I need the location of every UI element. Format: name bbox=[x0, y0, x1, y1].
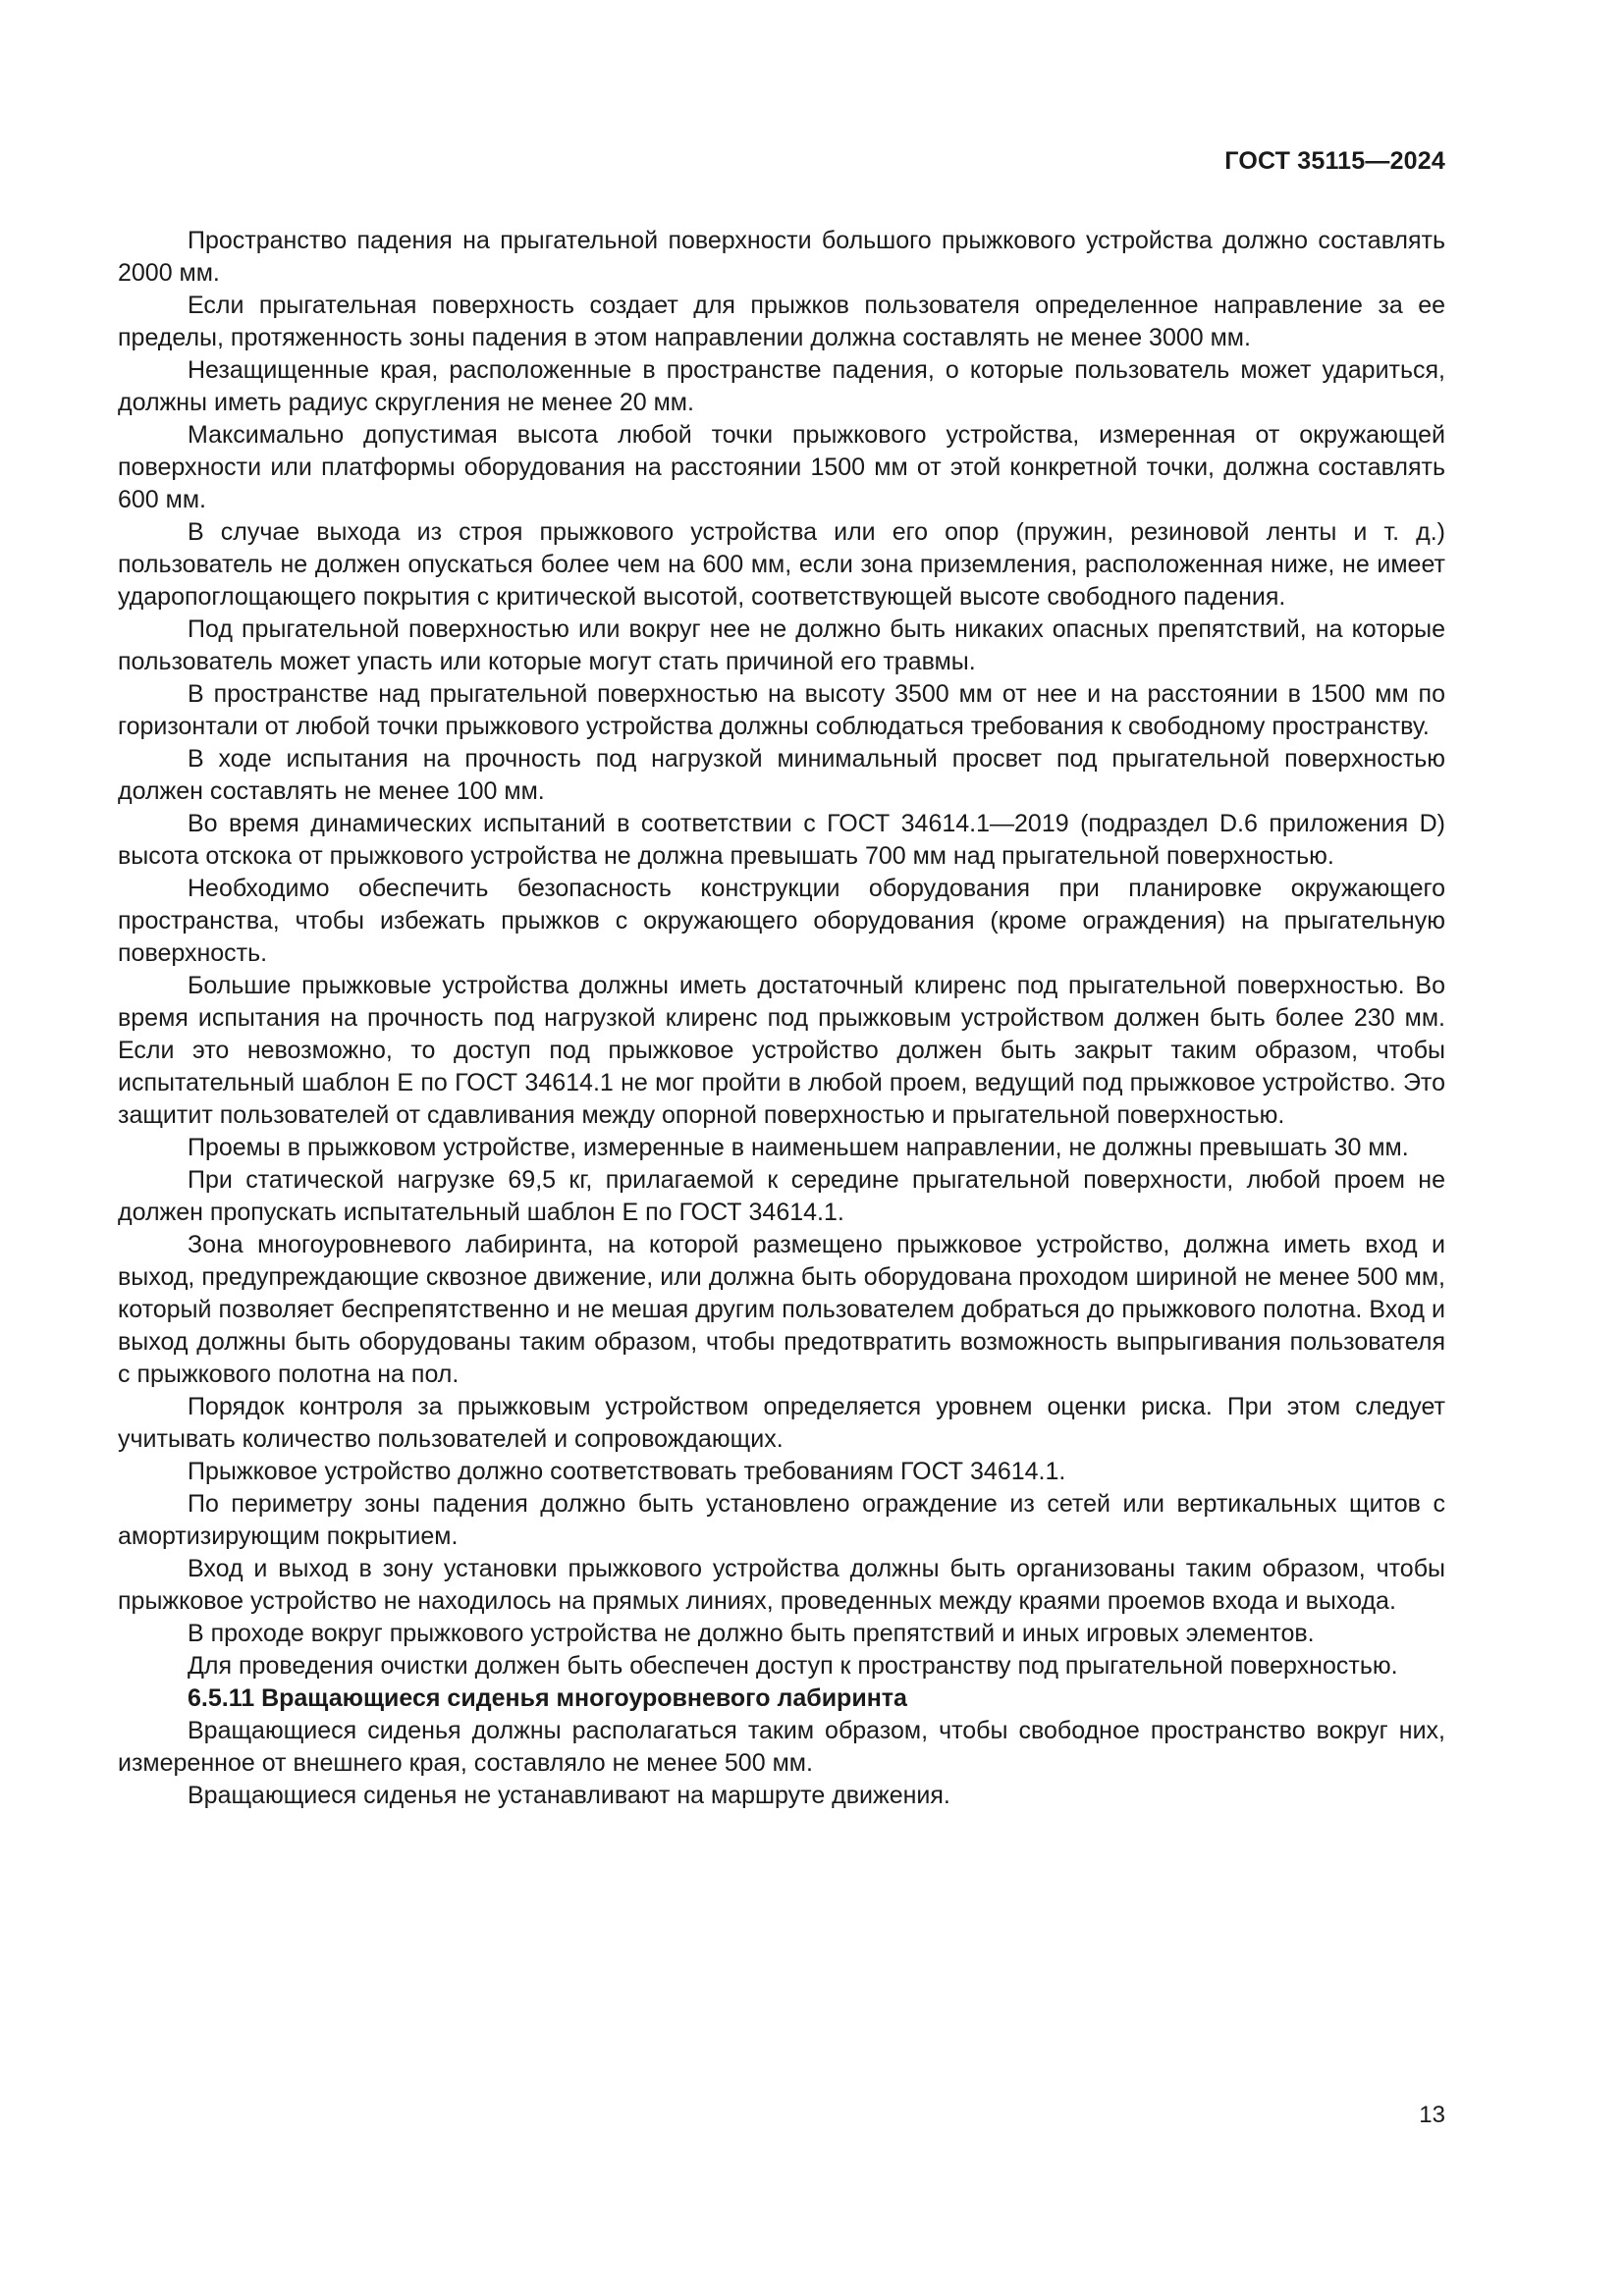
paragraph: Прыжковое устройство должно соответствовать требованиям ГОСТ 34614.1. bbox=[188, 1458, 1066, 1485]
paragraph: Необходимо обеспечить безопасность конструкции оборудования при планировке окружающего пространства, чтобы избежать прыжков с окружающего оборудования (кроме ограждения) на прыгательную поверхность. bbox=[118, 875, 1445, 967]
paragraph: При статической нагрузке 69,5 кг, прилагаемой к середине прыгательной поверхности, любой проем не должен пропускать испытательный шаблон Е по ГОСТ 34614.1. bbox=[118, 1166, 1445, 1226]
paragraph: Вход и выход в зону установки прыжкового устройства должны быть организованы таким образом, чтобы прыжковое устройство не находилось на прямых линиях, проведенных между краями проемов входа и выхода. bbox=[118, 1555, 1445, 1615]
paragraph: По периметру зоны падения должно быть установлено ограждение из сетей или вертикальных щитов с амортизирующим покрытием. bbox=[118, 1490, 1445, 1550]
paragraph: Для проведения очистки должен быть обеспечен доступ к пространству под прыгательной поверхностью. bbox=[188, 1652, 1398, 1680]
paragraph: В ходе испытания на прочность под нагрузкой минимальный просвет под прыгательной поверхностью должен составлять не менее 100 мм. bbox=[118, 745, 1445, 805]
paragraph: Вращающиеся сиденья должны располагаться таким образом, чтобы свободное пространство вокруг них, измеренное от внешнего края, составляло не менее 500 мм. bbox=[118, 1717, 1445, 1777]
section-heading: 6.5.11 Вращающиеся сиденья многоуровневого лабиринта bbox=[188, 1684, 907, 1712]
paragraph: В случае выхода из строя прыжкового устройства или его опор (пружин, резиновой ленты и т. д.) пользователь не должен опускаться более чем на 600 мм, если зона приземления, расположенная ниже, не имеет ударопоглощающего покрытия с критической высотой, соответствующей высоте свободного падения. bbox=[118, 518, 1445, 611]
paragraph: Незащищенные края, расположенные в пространстве падения, о которые пользователь может удариться, должны иметь радиус скругления не менее 20 мм. bbox=[118, 356, 1445, 416]
paragraph: В пространстве над прыгательной поверхностью на высоту 3500 мм от нее и на расстоянии в 1500 мм по горизонтали от любой точки прыжкового устройства должны соблюдаться требования к свободному пространству. bbox=[118, 680, 1445, 740]
paragraph: Если прыгательная поверхность создает для прыжков пользователя определенное направление за ее пределы, протяженность зоны падения в этом направлении должна составлять не менее 3000 мм. bbox=[118, 292, 1445, 351]
paragraph: Максимально допустимая высота любой точки прыжкового устройства, измеренная от окружающей поверхности или платформы оборудования на расстоянии 1500 мм от этой конкретной точки, должна составлять 600 мм. bbox=[118, 421, 1445, 513]
page-number: 13 bbox=[1419, 2102, 1445, 2128]
paragraph: В проходе вокруг прыжкового устройства не должно быть препятствий и иных игровых элементов. bbox=[188, 1620, 1315, 1647]
paragraph: Вращающиеся сиденья не устанавливают на маршруте движения. bbox=[188, 1782, 950, 1809]
document-body bbox=[118, 225, 1445, 1812]
paragraph: Проемы в прыжковом устройстве, измеренные в наименьшем направлении, не должны превышать 30 мм. bbox=[188, 1134, 1409, 1161]
paragraph: Большие прыжковые устройства должны иметь достаточный клиренс под прыгательной поверхностью. Во время испытания на прочность под нагрузкой клиренс под прыжковым устройством должен быть более 230 мм. Если это невозможно, то доступ под прыжковое устройство должен быть закрыт таким образом, чтобы испытательный шаблон Е по ГОСТ 34614.1 не мог пройти в любой проем, ведущий под прыжковое устройство. Это защитит пользователей от сдавливания между опорной поверхностью и прыгательной поверхностью. bbox=[118, 972, 1445, 1129]
paragraph: Порядок контроля за прыжковым устройством определяется уровнем оценки риска. При этом следует учитывать количество пользователей и сопровождающих. bbox=[118, 1393, 1445, 1453]
paragraph: Под прыгательной поверхностью или вокруг нее не должно быть никаких опасных препятствий, на которые пользователь может упасть или которые могут стать причиной его травмы. bbox=[118, 615, 1445, 675]
document-header: ГОСТ 35115—2024 bbox=[1224, 147, 1445, 175]
paragraph: Пространство падения на прыгательной поверхности большого прыжкового устройства должно составлять 2000 мм. bbox=[118, 227, 1445, 287]
paragraph: Зона многоуровневого лабиринта, на которой размещено прыжковое устройство, должна иметь вход и выход, предупреждающие сквозное движение, или должна быть оборудована проходом шириной не менее 500 мм, который позволяет беспрепятственно и не мешая другим пользователем добраться до прыжкового полотна. Вход и выход должны быть оборудованы таким образом, чтобы предотвратить возможность выпрыгивания пользователя с прыжкового полотна на пол. bbox=[118, 1231, 1445, 1388]
paragraph: Во время динамических испытаний в соответствии с ГОСТ 34614.1—2019 (подраздел D.6 приложения D) высота отскока от прыжкового устройства не должна превышать 700 мм над прыгательной поверхностью. bbox=[118, 810, 1445, 870]
